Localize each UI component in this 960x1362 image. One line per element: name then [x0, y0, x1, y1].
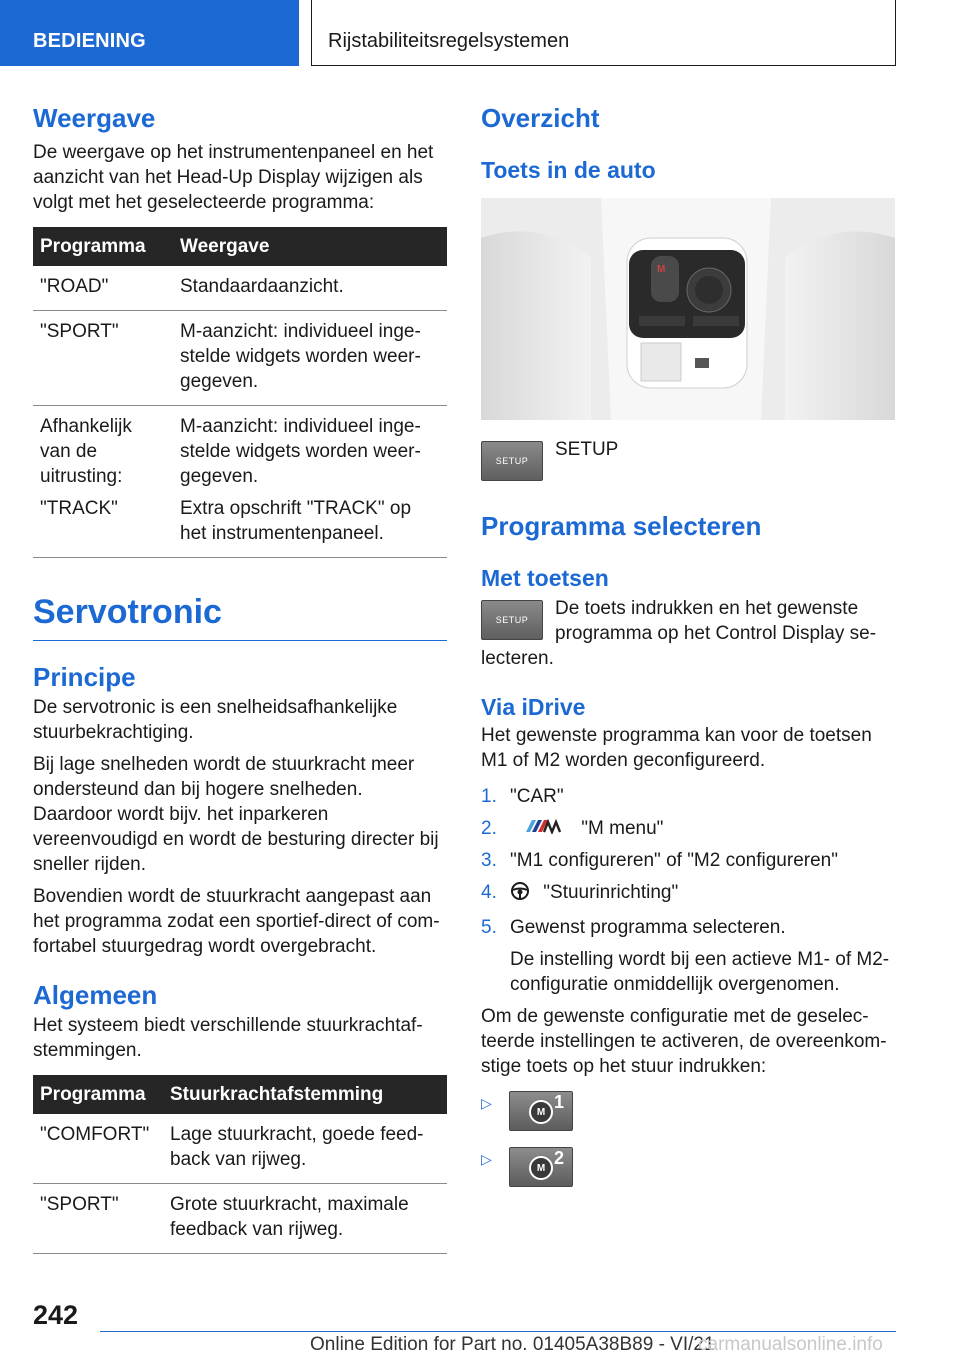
- selecteren-heading: Programma selecteren: [481, 511, 762, 541]
- principe-p1: De servotronic is een snelheidsafhankelijke stuurbekrachtiging.: [33, 697, 398, 743]
- table-header-programma: Programma: [33, 227, 173, 266]
- table-row: [33, 311, 447, 406]
- table-cell: Grote stuurkracht, maximale feedback van rijweg.: [163, 1184, 447, 1254]
- met-toetsen-heading: Met toetsen: [481, 565, 609, 591]
- table-cell: "SPORT": [33, 1184, 163, 1254]
- table-cell: Lage stuurkracht, goede feed-back van rijweg.: [163, 1114, 447, 1184]
- list-item: [481, 816, 895, 841]
- step-number: 2.: [481, 818, 497, 839]
- watermark: carmanualsonline.info: [698, 1334, 883, 1355]
- m2-list-item: [481, 1147, 895, 1187]
- m2-button-icon[interactable]: [509, 1147, 573, 1187]
- servotronic-title: Servotronic: [33, 588, 447, 641]
- center-console-illustration: [481, 198, 895, 420]
- table-cell: M-aanzicht: individueel inge-stelde widgets worden weer-gegeven.: [173, 311, 447, 406]
- m2-superscript: 2: [554, 1148, 565, 1169]
- principe-p2: Bij lage snelheden wordt de stuurkracht meer ondersteund dan bij hogere snelheden. Daardoor wordt bijv. het inparkeren vereenvoudigd en wordt de besturing directer bij sneller rijden.: [33, 754, 439, 875]
- step-text: "M menu": [581, 818, 664, 839]
- list-item: [481, 915, 895, 997]
- left-column: [33, 100, 447, 1254]
- step-text: Gewenst programma selecteren.: [510, 917, 786, 939]
- principe-heading: Principe: [33, 662, 136, 692]
- cell-text: Afhankelijk van de uitrusting:: [40, 416, 132, 487]
- idrive-heading: Via iDrive: [481, 694, 586, 720]
- chapter-title: Rijstabiliteitsregelsystemen: [328, 30, 570, 52]
- algemeen-heading: Algemeen: [33, 980, 158, 1010]
- steering-wheel-icon: [510, 881, 530, 908]
- list-item: [481, 784, 895, 809]
- idrive-text: Het gewenste programma kan voor de toetsen M1 of M2 worden geconfigureerd.: [481, 725, 872, 771]
- table-header-weergave: Weergave: [173, 227, 447, 266]
- table-cell: [173, 406, 447, 558]
- edition-text: Online Edition for Part no. 01405A38B89 - VI/21: [310, 1334, 715, 1355]
- setup-button-icon[interactable]: [481, 441, 543, 481]
- setup-button-row: [481, 441, 895, 481]
- section-tab: [0, 0, 299, 66]
- stuurkracht-table: [33, 1075, 447, 1254]
- table-row: [33, 1114, 447, 1184]
- principe-p3: Bovendien wordt de stuurkracht aangepast aan het programma zodat een sportief-direct of com-fortabel stuurgedrag wordt overgebracht.: [33, 886, 440, 957]
- section-title: BEDIENING: [33, 30, 146, 52]
- setup-label: SETUP: [555, 439, 619, 460]
- triangle-bullet-icon: ▷: [481, 1151, 492, 1168]
- cell-text: "TRACK": [40, 498, 118, 519]
- algemeen-text: Het systeem biedt verschillende stuurkrachtaf-stemmingen.: [33, 1015, 423, 1061]
- weergave-table: [33, 227, 447, 558]
- table-row: [33, 266, 447, 311]
- met-toetsen-text: De toets indrukken en het gewenste programma op het Control Display se-: [555, 598, 877, 644]
- cell-text: Extra opschrift "TRACK" op het instrumentenpaneel.: [180, 498, 412, 544]
- table-cell: "COMFORT": [33, 1114, 163, 1184]
- triangle-bullet-icon: ▷: [481, 1095, 492, 1112]
- svg-text:M: M: [657, 264, 666, 275]
- overzicht-heading: Overzicht: [481, 103, 600, 133]
- setup-button-icon[interactable]: [481, 600, 543, 640]
- step-number: 1.: [481, 786, 497, 807]
- step-number: 4.: [481, 882, 497, 904]
- table-cell: "ROAD": [33, 266, 173, 311]
- table-row: [33, 406, 447, 558]
- step-text: "CAR": [510, 786, 564, 807]
- table-row: [33, 1184, 447, 1254]
- met-toetsen-row: [481, 600, 895, 646]
- weergave-intro: De weergave op het instrumentenpaneel en het aanzicht van het Head-Up Display wijzigen als volgt met het geselecteerde programma:: [33, 142, 434, 213]
- list-item: [481, 848, 895, 873]
- setup-button-text: SETUP: [495, 456, 529, 466]
- table-cell: "SPORT": [33, 311, 173, 406]
- toets-heading: Toets in de auto: [481, 157, 656, 183]
- center-console-photo: [481, 198, 895, 420]
- step-number: 3.: [481, 850, 497, 872]
- table-cell: [33, 406, 173, 558]
- chapter-tab: [311, 0, 896, 66]
- table-header-programma: Programma: [33, 1075, 163, 1114]
- setup-button-text: SETUP: [495, 615, 529, 625]
- footer-divider: [100, 1331, 896, 1332]
- weergave-heading: Weergave: [33, 103, 156, 133]
- m-logo-icon: [522, 816, 566, 841]
- page-number: 242: [33, 1300, 79, 1330]
- m1-button-icon[interactable]: [509, 1091, 573, 1131]
- step-text: "M1 configureren" of "M2 configureren": [510, 850, 838, 872]
- right-column: [481, 100, 895, 1203]
- m1-list-item: [481, 1091, 895, 1131]
- step-text: "Stuurinrichting": [543, 882, 679, 904]
- m1-superscript: 1: [554, 1092, 565, 1113]
- closing-text: Om de gewenste configuratie met de geselec-teerde instellingen te activeren, de overeenkom-stige toets op het stuur indrukken:: [481, 1006, 887, 1078]
- cell-text: M-aanzicht: individueel inge-stelde widgets worden weer-gegeven.: [180, 416, 421, 487]
- table-header-stuurkracht: Stuurkrachtafstemming: [163, 1075, 447, 1114]
- met-toetsen-continuation: lecteren.: [481, 648, 554, 669]
- step-number: 5.: [481, 917, 497, 939]
- step-subtext: De instelling wordt bij een actieve M1- of M2-configuratie onmiddellijk overgenomen.: [510, 949, 890, 996]
- m-letter: M: [529, 1156, 553, 1180]
- list-item: [481, 880, 895, 908]
- table-cell: Standaardaanzicht.: [173, 266, 447, 311]
- m-letter: M: [529, 1100, 553, 1124]
- idrive-steps: [481, 784, 895, 997]
